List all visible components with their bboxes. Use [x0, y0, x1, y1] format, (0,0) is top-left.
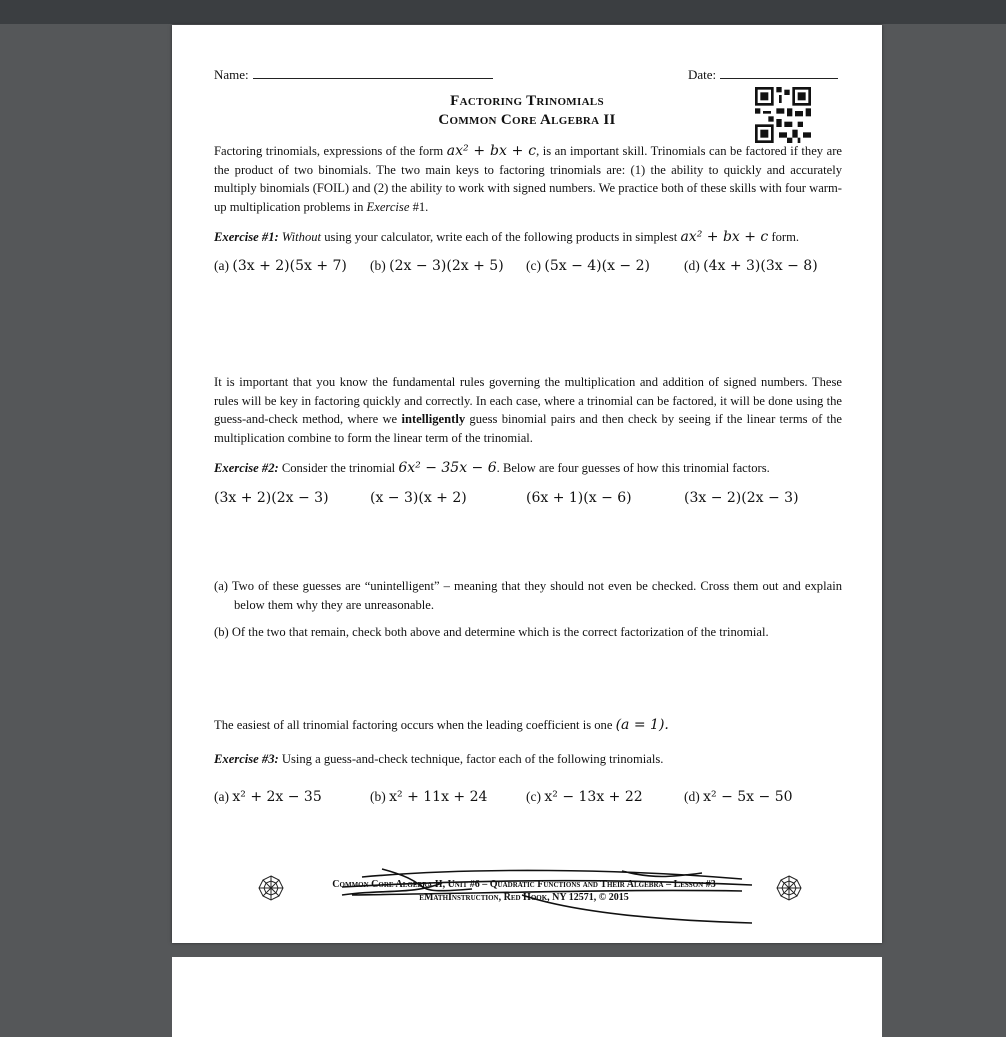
- scribble-mark: [322, 865, 762, 925]
- form-expression: ax² + bx + c: [446, 143, 537, 159]
- guess-4: (3x − 2)(2x − 3): [684, 490, 799, 506]
- easiest-sentence: The easiest of all trinomial factoring occurs when the leading coefficient is one (a = 1).: [214, 717, 669, 733]
- exercise2-part-a: (a) Two of these guesses are “unintelligent” – meaning that they should not even be checked. Cross them out and explain below them why they are unreasonable.: [214, 579, 842, 612]
- exercise3-prompt: Exercise #3: Using a guess-and-check technique, factor each of the following trinomials.: [214, 752, 664, 766]
- exercise2-label: Exercise #2:: [214, 461, 279, 475]
- exercise2-part-b: (b) Of the two that remain, check both above and determine which is the correct factorization of the trinomial.: [214, 625, 769, 639]
- name-blank: [253, 67, 493, 79]
- worksheet-title: Factoring Trinomials: [450, 93, 604, 109]
- viewer-toolbar: [0, 0, 1006, 24]
- exercise1-item-b: (b) (2x − 3)(2x + 5): [370, 258, 504, 274]
- footer-line-1: Common Core Algebra II, Unit #6 – Quadratic Functions and Their Algebra – Lesson #3: [332, 879, 716, 890]
- exercise1-item-a: (a) (3x + 2)(5x + 7): [214, 258, 347, 274]
- exercise3-item-a: (a) x² + 2x − 35: [214, 789, 322, 805]
- exercise3-item-b: (b) x² + 11x + 24: [370, 789, 488, 805]
- name-field: [214, 67, 493, 83]
- date-blank: [720, 67, 838, 79]
- signed-numbers-paragraph: It is important that you know the fundamental rules governing the multiplication and addition of signed numbers. These rules will be key in factoring quickly and correctly. In each case, where a trinomial can be factored, it will be done using the guess-and-check method, where we intelligently guess binomial pairs and then check by seeing if the linear terms of the multiplication combine to form the linear term of the trinomial.: [214, 375, 842, 445]
- date-field: [688, 67, 838, 83]
- exercise3-label: Exercise #3:: [214, 752, 279, 766]
- web-emblem-icon: [776, 875, 802, 901]
- exercise1-prompt: Exercise #1: Without using your calculator, write each of the following products in simplest ax² + bx + c form.: [214, 229, 800, 245]
- guess-2: (x − 3)(x + 2): [370, 490, 467, 506]
- next-page: [172, 957, 882, 1037]
- guess-1: (3x + 2)(2x − 3): [214, 490, 329, 506]
- date-label: Date:: [688, 67, 717, 82]
- worksheet-page: [172, 25, 882, 943]
- name-label: Name:: [214, 67, 249, 82]
- qr-code-icon: [755, 87, 811, 143]
- exercise1-label: Exercise #1:: [214, 230, 279, 244]
- worksheet-subtitle: Common Core Algebra II: [438, 112, 616, 128]
- exercise1-item-c: (c) (5x − 4)(x − 2): [526, 258, 650, 274]
- exercise3-item-d: (d) x² − 5x − 50: [684, 789, 793, 805]
- footer-line-2: eMathInstruction, Red Hook, NY 12571, © 2015: [419, 892, 629, 903]
- intro-paragraph: Factoring trinomials, expressions of the form ax² + bx + c, is an important skill. Trinomials can be factored if they are the product of two binomials. The two main keys to factoring trinomials are: (1) the ability to quickly and accurately multiply binomials (FOIL) and (2) the ability to work with signed numbers. We practice both of these skills with four warm-up multiplication problems in Exercise #1.: [214, 143, 842, 214]
- guess-3: (6x + 1)(x − 6): [526, 490, 632, 506]
- exercise1-item-d: (d) (4x + 3)(3x − 8): [684, 258, 818, 274]
- web-emblem-icon: [258, 875, 284, 901]
- exercise2-prompt: Exercise #2: Consider the trinomial 6x² − 35x − 6. Below are four guesses of how this trinomial factors.: [214, 460, 770, 476]
- exercise3-item-c: (c) x² − 13x + 22: [526, 789, 643, 805]
